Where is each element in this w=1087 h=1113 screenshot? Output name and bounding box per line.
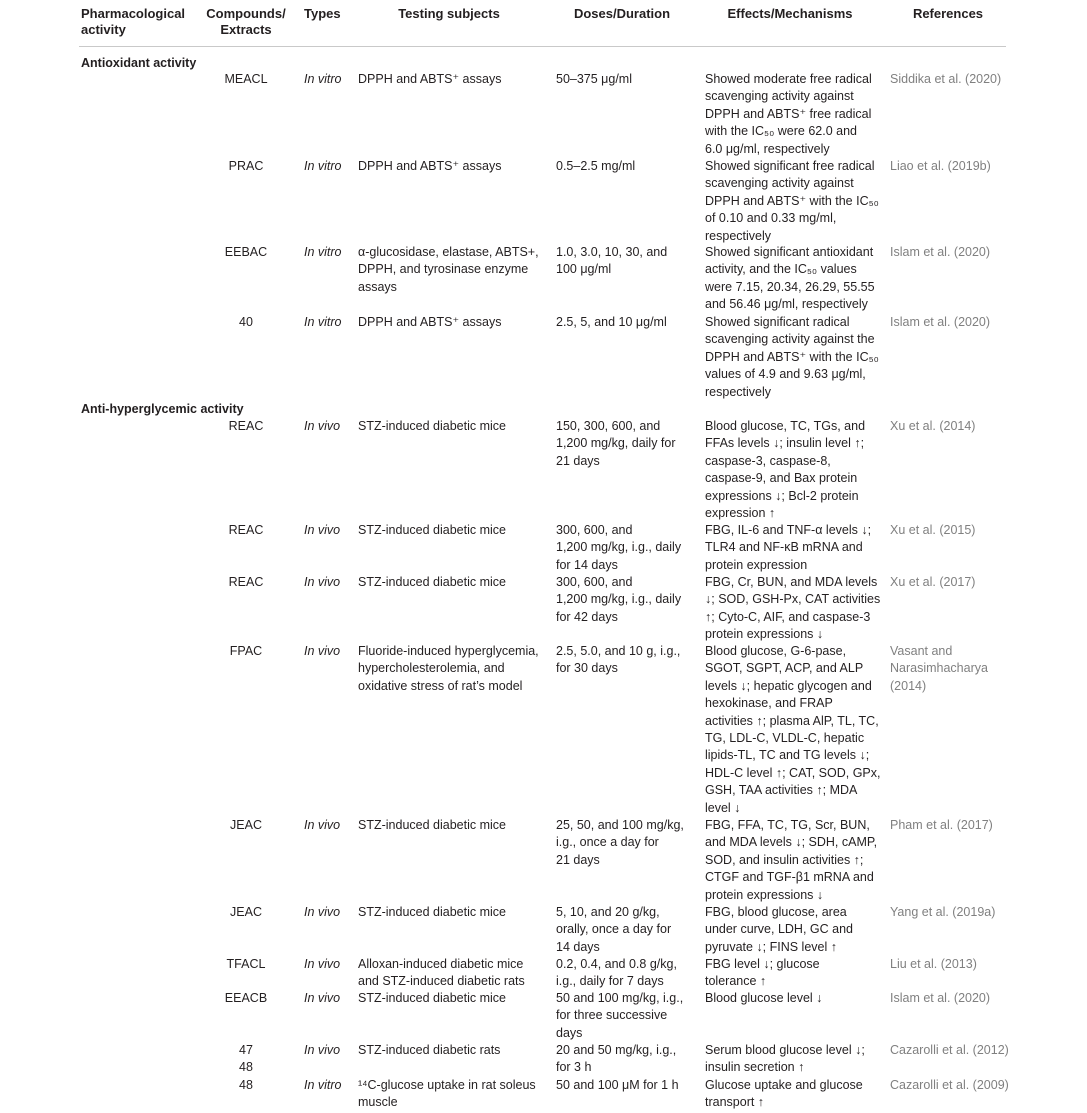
- header-activity-line: Pharmacological: [81, 6, 186, 21]
- type-cell: In vivo: [304, 523, 341, 537]
- reference-cell-line: Narasimhacharya: [890, 661, 988, 676]
- effect-cell-line: Blood glucose, TC, TGs, and: [705, 419, 866, 433]
- effect-cell-line: levels ↓; hepatic glycogen and: [705, 678, 872, 693]
- compound-cell-line: REAC: [228, 523, 264, 537]
- effect-cell-line: and MDA levels ↓; SDH, cAMP,: [705, 835, 878, 850]
- effect-cell: [705, 158, 885, 245]
- type-cell: In vivo: [304, 1043, 341, 1057]
- type-cell: In vitro: [304, 159, 342, 173]
- dose-cell-line: for 42 days: [556, 609, 618, 624]
- dose-cell: [556, 904, 698, 956]
- subject-cell-line: muscle: [358, 1095, 398, 1110]
- dose-cell: [556, 418, 698, 470]
- type-cell: In vivo: [304, 818, 341, 832]
- dose-cell-line: 5, 10, and 20 g/kg,: [556, 905, 660, 919]
- compound-cell: [200, 522, 292, 539]
- subject-cell-line: DPPH and ABTS⁺ assays: [358, 72, 502, 86]
- reference-cell-line: Islam et al. (2020): [890, 991, 991, 1005]
- header-subjects: Testing subjects: [398, 6, 500, 21]
- header-effects: Effects/Mechanisms: [727, 6, 853, 21]
- dose-cell-line: 1,200 mg/kg, i.g., daily: [556, 540, 682, 555]
- subject-cell: [358, 1077, 544, 1112]
- subject-cell: [358, 817, 544, 834]
- compound-cell: [200, 1077, 292, 1094]
- subject-cell: [358, 244, 544, 296]
- effect-cell: [705, 522, 885, 574]
- subject-cell: [358, 1042, 544, 1059]
- effect-cell: [705, 956, 885, 991]
- subject-cell: [358, 158, 544, 175]
- effect-cell-line: respectively: [705, 228, 771, 243]
- effect-cell-line: caspase-9, and Bax protein: [705, 471, 858, 486]
- effect-cell: [705, 244, 885, 314]
- dose-cell: [556, 956, 698, 991]
- dose-cell-line: 1.0, 3.0, 10, 30, and: [556, 245, 668, 259]
- reference-cell: [890, 314, 1008, 331]
- dose-cell: [556, 990, 698, 1042]
- effect-cell-line: respectively: [705, 384, 771, 399]
- subject-cell: [358, 71, 544, 88]
- effect-cell-line: SGOT, SGPT, ACP, and ALP: [705, 661, 864, 676]
- reference-cell: [890, 522, 1008, 539]
- subject-cell-line: STZ-induced diabetic mice: [358, 991, 506, 1005]
- effect-cell-line: expression ↑: [705, 506, 776, 521]
- subject-cell-line: assays: [358, 279, 397, 294]
- reference-cell-line: Liu et al. (2013): [890, 957, 977, 971]
- dose-cell-line: for 14 days: [556, 557, 618, 572]
- compound-cell: [200, 904, 292, 921]
- effect-cell: [705, 1077, 885, 1112]
- compound-cell-line: REAC: [228, 575, 264, 589]
- effect-cell-line: GSH, TAA activities ↑; MDA: [705, 783, 858, 798]
- dose-cell: [556, 244, 698, 279]
- reference-cell-line: Pham et al. (2017): [890, 818, 993, 832]
- dose-cell: [556, 522, 698, 574]
- effect-cell-line: Glucose uptake and glucose: [705, 1078, 863, 1092]
- reference-cell-line: Siddika et al. (2020): [890, 72, 1002, 86]
- compound-cell-line: TFACL: [226, 957, 266, 971]
- effect-cell-line: of 0.10 and 0.33 mg/ml,: [705, 211, 837, 226]
- type-cell: In vitro: [304, 245, 342, 259]
- compound-cell-line: EEBAC: [224, 245, 268, 259]
- effect-cell: [705, 817, 885, 904]
- compound-cell: [200, 158, 292, 175]
- compound-cell-line: 48: [239, 1078, 253, 1092]
- reference-cell: [890, 956, 1008, 973]
- effect-cell-line: pyruvate ↓; FINS level ↑: [705, 939, 837, 954]
- effect-cell-line: scavenging activity against: [705, 176, 854, 191]
- effect-cell: [705, 643, 885, 817]
- effect-cell-line: Showed significant radical: [705, 315, 850, 329]
- subject-cell: [358, 904, 544, 921]
- compound-cell: [200, 71, 292, 88]
- reference-cell-line: Liao et al. (2019b): [890, 159, 991, 173]
- effect-cell: [705, 904, 885, 956]
- subject-cell-line: hypercholesterolemia, and: [358, 661, 505, 676]
- effect-cell-line: CTGF and TGF-β1 mRNA and: [705, 870, 874, 885]
- subject-cell-line: Fluoride-induced hyperglycemia,: [358, 644, 539, 658]
- type-cell: In vivo: [304, 575, 341, 589]
- effect-cell-line: Blood glucose level ↓: [705, 991, 823, 1005]
- subject-cell: [358, 314, 544, 331]
- compound-cell: [200, 817, 292, 834]
- effect-cell-line: DPPH and ABTS⁺ with the IC₅₀: [705, 193, 879, 208]
- dose-cell-line: days: [556, 1025, 583, 1040]
- effect-cell-line: and 56.46 μg/ml, respectively: [705, 297, 868, 312]
- type-cell: In vivo: [304, 991, 341, 1005]
- effect-cell-line: ↓; SOD, GSH-Px, CAT activities: [705, 592, 881, 607]
- dose-cell-line: 20 and 50 mg/kg, i.g.,: [556, 1043, 677, 1057]
- effect-cell-line: level ↓: [705, 800, 741, 815]
- effect-cell-line: SOD, and insulin activities ↑;: [705, 852, 864, 867]
- dose-cell: [556, 1077, 698, 1094]
- type-cell: In vivo: [304, 419, 341, 433]
- dose-cell-line: for three successive: [556, 1008, 668, 1023]
- reference-cell: [890, 574, 1008, 591]
- dose-cell-line: for 30 days: [556, 661, 618, 676]
- reference-cell-line: Xu et al. (2014): [890, 419, 976, 433]
- dose-cell-line: 25, 50, and 100 mg/kg,: [556, 818, 684, 832]
- reference-cell-line: Yang et al. (2019a): [890, 905, 996, 919]
- dose-cell: [556, 158, 698, 175]
- compound-cell-line: JEAC: [230, 905, 262, 919]
- reference-cell-line: Vasant and: [890, 644, 953, 658]
- subject-cell-line: Alloxan-induced diabetic mice: [358, 957, 524, 971]
- compound-cell-line: MEACL: [224, 72, 268, 86]
- reference-cell: [890, 817, 1008, 834]
- effect-cell-line: were 7.15, 20.34, 26.29, 55.55: [705, 279, 875, 294]
- effect-cell-line: with the IC₅₀ were 62.0 and: [705, 124, 857, 139]
- effect-cell: [705, 314, 885, 401]
- subject-cell: [358, 574, 544, 591]
- subject-cell: [358, 990, 544, 1007]
- effect-cell: [705, 574, 885, 644]
- compound-cell: [200, 643, 292, 660]
- reference-cell: [890, 244, 1008, 261]
- effect-cell-line: activity, and the IC₅₀ values: [705, 262, 857, 277]
- effect-cell-line: Blood glucose, G-6-pase,: [705, 644, 847, 658]
- dose-cell-line: i.g., daily for 7 days: [556, 974, 664, 989]
- effect-cell-line: FBG, FFA, TC, TG, Scr, BUN,: [705, 818, 870, 832]
- reference-cell-line: Islam et al. (2020): [890, 245, 991, 259]
- dose-cell-line: 300, 600, and: [556, 575, 633, 589]
- effect-cell-line: Showed significant free radical: [705, 159, 875, 173]
- reference-cell: [890, 990, 1008, 1007]
- reference-cell: [890, 71, 1008, 88]
- effect-cell-line: 6.0 μg/ml, respectively: [705, 141, 830, 156]
- subject-cell: [358, 956, 544, 991]
- subject-cell-line: STZ-induced diabetic rats: [358, 1043, 501, 1057]
- subject-cell-line: oxidative stress of rat’s model: [358, 678, 523, 693]
- dose-cell-line: 100 μg/ml: [556, 262, 612, 277]
- dose-cell-line: 0.2, 0.4, and 0.8 g/kg,: [556, 957, 677, 971]
- compound-cell-line: EEACB: [224, 991, 268, 1005]
- header-compounds-line: Compounds/: [206, 6, 286, 21]
- dose-cell-line: orally, once a day for: [556, 922, 672, 937]
- effect-cell-line: FBG, blood glucose, area: [705, 905, 847, 919]
- subject-cell: [358, 418, 544, 435]
- header-references: References: [912, 6, 984, 21]
- effect-cell: [705, 990, 885, 1007]
- dose-cell-line: for 3 h: [556, 1060, 592, 1075]
- dose-cell-line: 2.5, 5, and 10 μg/ml: [556, 315, 667, 329]
- dose-cell: [556, 817, 698, 869]
- dose-cell-line: 1,200 mg/kg, daily for: [556, 436, 676, 451]
- compound-cell: [200, 990, 292, 1007]
- dose-cell-line: 300, 600, and: [556, 523, 633, 537]
- effect-cell: [705, 71, 885, 158]
- effect-cell-line: transport ↑: [705, 1095, 765, 1110]
- effect-cell-line: DPPH and ABTS⁺ with the IC₅₀: [705, 349, 879, 364]
- dose-cell-line: 21 days: [556, 453, 600, 468]
- reference-cell-line: Islam et al. (2020): [890, 315, 991, 329]
- section-antihyperglycemic: Anti-hyperglycemic activity: [81, 402, 244, 416]
- reference-cell: [890, 643, 1008, 695]
- header-doses: Doses/Duration: [573, 6, 671, 21]
- compound-cell-line: REAC: [228, 419, 264, 433]
- effect-cell-line: lipids-TL, TC and TG levels ↓;: [705, 748, 870, 763]
- header-types: Types: [304, 6, 341, 21]
- compound-cell-line: 48: [239, 1060, 253, 1075]
- effect-cell-line: caspase-3, caspase-8,: [705, 453, 831, 468]
- dose-cell-line: 0.5–2.5 mg/ml: [556, 159, 636, 173]
- compound-cell: [200, 1042, 292, 1077]
- effect-cell-line: hexokinase, and FRAP: [705, 696, 833, 711]
- type-cell: In vitro: [304, 72, 342, 86]
- effect-cell-line: TG, LDL-C, VLDL-C, hepatic: [705, 731, 865, 746]
- subject-cell-line: DPPH and ABTS⁺ assays: [358, 159, 502, 173]
- compound-cell-line: PRAC: [228, 159, 264, 173]
- effect-cell: [705, 418, 885, 522]
- subject-cell-line: DPPH and ABTS⁺ assays: [358, 315, 502, 329]
- type-cell: In vitro: [304, 1078, 342, 1092]
- subject-cell-line: STZ-induced diabetic mice: [358, 575, 506, 589]
- reference-cell-line: (2014): [890, 678, 927, 693]
- compound-cell-line: 40: [239, 315, 253, 329]
- type-cell: In vivo: [304, 644, 341, 658]
- subject-cell-line: STZ-induced diabetic mice: [358, 818, 506, 832]
- effect-cell-line: FBG level ↓; glucose: [705, 957, 820, 971]
- effect-cell-line: FFAs levels ↓; insulin level ↑;: [705, 436, 865, 451]
- reference-cell: [890, 904, 1008, 921]
- effect-cell-line: protein expression: [705, 557, 808, 572]
- dose-cell-line: 50–375 μg/ml: [556, 72, 633, 86]
- subject-cell-line: and STZ-induced diabetic rats: [358, 974, 525, 989]
- reference-cell: [890, 418, 1008, 435]
- subject-cell-line: STZ-induced diabetic mice: [358, 523, 506, 537]
- dose-cell-line: i.g., once a day for: [556, 835, 659, 850]
- subject-cell: [358, 643, 544, 695]
- compound-cell-line: FPAC: [229, 644, 263, 658]
- type-cell: In vivo: [304, 905, 341, 919]
- effect-cell-line: ↑; Cyto-C, AIF, and caspase-3: [705, 609, 871, 624]
- subject-cell: [358, 522, 544, 539]
- compound-cell: [200, 244, 292, 261]
- reference-cell-line: Xu et al. (2017): [890, 575, 976, 589]
- effect-cell-line: TLR4 and NF-κB mRNA and: [705, 540, 863, 555]
- section-antioxidant: Antioxidant activity: [81, 56, 197, 70]
- effect-cell-line: activities ↑; plasma AlP, TL, TC,: [705, 713, 879, 728]
- header-compounds-line: Extracts: [220, 22, 272, 37]
- compound-cell-line: JEAC: [230, 818, 262, 832]
- reference-cell: [890, 1077, 1008, 1094]
- effect-cell-line: under curve, LDH, GC and: [705, 922, 853, 937]
- effect-cell-line: scavenging activity against: [705, 89, 854, 104]
- subject-cell-line: STZ-induced diabetic mice: [358, 419, 506, 433]
- dose-cell: [556, 71, 698, 88]
- reference-cell-line: Xu et al. (2015): [890, 523, 976, 537]
- effect-cell-line: DPPH and ABTS⁺ free radical: [705, 106, 872, 121]
- dose-cell: [556, 1042, 698, 1077]
- reference-cell: [890, 1042, 1008, 1059]
- dose-cell: [556, 643, 698, 678]
- dose-cell-line: 150, 300, 600, and: [556, 419, 661, 433]
- reference-cell-line: Cazarolli et al. (2009): [890, 1078, 1009, 1092]
- dose-cell-line: 14 days: [556, 939, 600, 954]
- reference-cell: [890, 158, 1008, 175]
- compound-cell: [200, 574, 292, 591]
- effect-cell-line: FBG, Cr, BUN, and MDA levels: [705, 575, 878, 589]
- dose-cell-line: 50 and 100 mg/kg, i.g.,: [556, 991, 684, 1005]
- effect-cell-line: Serum blood glucose level ↓;: [705, 1043, 865, 1057]
- effect-cell: [705, 1042, 885, 1077]
- compound-cell-line: 47: [239, 1043, 253, 1057]
- header-activity-line: activity: [81, 22, 126, 37]
- compound-cell: [200, 314, 292, 331]
- dose-cell-line: 1,200 mg/kg, i.g., daily: [556, 592, 682, 607]
- header-compounds: [200, 6, 292, 38]
- subject-cell-line: α-glucosidase, elastase, ABTS+,: [358, 245, 539, 259]
- effect-cell-line: protein expressions ↓: [705, 887, 824, 902]
- effect-cell-line: Showed significant antioxidant: [705, 245, 874, 259]
- effect-cell-line: protein expressions ↓: [705, 627, 824, 642]
- effect-cell-line: Showed moderate free radical: [705, 72, 872, 86]
- effect-cell-line: insulin secretion ↑: [705, 1060, 805, 1075]
- effect-cell-line: scavenging activity against the: [705, 332, 875, 347]
- dose-cell-line: 2.5, 5.0, and 10 g, i.g.,: [556, 644, 681, 658]
- dose-cell-line: 21 days: [556, 852, 600, 867]
- compound-cell: [200, 418, 292, 435]
- dose-cell-line: 50 and 100 μM for 1 h: [556, 1078, 679, 1092]
- dose-cell: [556, 314, 698, 331]
- effect-cell-line: tolerance ↑: [705, 974, 767, 989]
- type-cell: In vivo: [304, 957, 341, 971]
- compound-cell: [200, 956, 292, 973]
- type-cell: In vitro: [304, 315, 342, 329]
- header-activity: [81, 6, 201, 38]
- subject-cell-line: ¹⁴C-glucose uptake in rat soleus: [358, 1078, 536, 1092]
- effect-cell-line: expressions ↓; Bcl-2 protein: [705, 488, 859, 503]
- header-rule: [79, 46, 1006, 47]
- dose-cell: [556, 574, 698, 626]
- subject-cell-line: STZ-induced diabetic mice: [358, 905, 506, 919]
- effect-cell-line: HDL-C level ↑; CAT, SOD, GPx,: [705, 765, 881, 780]
- reference-cell-line: Cazarolli et al. (2012): [890, 1043, 1009, 1057]
- effect-cell-line: values of 4.9 and 9.63 μg/ml,: [705, 367, 866, 382]
- effect-cell-line: FBG, IL-6 and TNF-α levels ↓;: [705, 523, 872, 537]
- subject-cell-line: DPPH, and tyrosinase enzyme: [358, 262, 529, 277]
